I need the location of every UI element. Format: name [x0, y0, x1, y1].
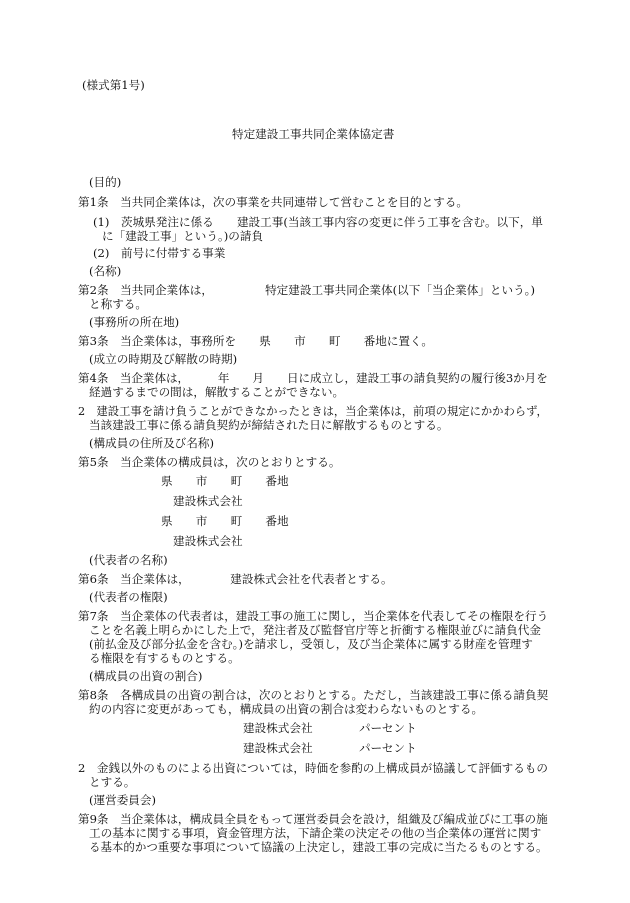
article-8-para-2-line-1: 2 金銭以外のものによる出資については，時価を参酌の上構成員が協議して評価するもの — [78, 761, 548, 775]
article-3: 第3条 当企業体は，事務所を 県 市 町 番地に置く。 — [78, 334, 433, 348]
article-8-line-2: 約の内容に変更があっても，構成員の出資の割合は変わらないものとする。 — [89, 702, 484, 716]
article-4-line-1: 第4条 当企業体は， 年 月 日に成立し，建設工事の請負契約の履行後3か月を — [78, 371, 548, 385]
article-7-line-1: 第7条 当企業体の代表者は，建設工事の施工に関し，当企業体を代表してその権限を行う — [78, 609, 549, 623]
document-title: 特定建設工事共同企業体協定書 — [232, 127, 395, 141]
heading-investment: (構成員の出資の割合) — [89, 669, 203, 683]
heading-office: (事務所の所在地) — [89, 315, 180, 329]
article-1: 第1条 当共同企業体は，次の事業を共同連帯して営むことを目的とする。 — [78, 195, 468, 209]
article-4-para-2-line-2: 当該建設工事に係る請負契約が締結された日に解散するものとする。 — [89, 418, 449, 432]
article-6: 第6条 当企業体は， 建設株式会社を代表者とする。 — [78, 572, 393, 586]
article-7-line-4: る権限を有するものとする。 — [89, 651, 240, 665]
form-number: (様式第1号) — [82, 78, 145, 92]
article-4-para-2-line-1: 2 建設工事を請け負うことができなかったときは，当企業体は，前項の規定にかかわらず， — [78, 404, 548, 418]
article-9-line-3: る基本的かつ重要な事項について協議の上決定し，建設工事の完成に当たるものとする。 — [89, 840, 548, 854]
heading-representative-name: (代表者の名称) — [89, 553, 168, 567]
article-9-line-2: 工の基本に関する事項，資金管理方法，下請企業の決定その他の当企業体の運営に関す — [89, 826, 542, 840]
article-9-line-1: 第9条 当企業体は，構成員全員をもって運営委員会を設け，組織及び編成並びに工事の施 — [78, 812, 548, 826]
heading-period: (成立の時期及び解散の時期) — [89, 352, 238, 366]
heading-name: (名称) — [89, 264, 122, 278]
article-8-para-2-line-2: とする。 — [89, 775, 136, 789]
heading-members: (構成員の住所及び名称) — [89, 436, 214, 450]
investment-ratio-2: 建設株式会社 パーセント — [243, 741, 417, 755]
article-7-line-2: ことを名義上明らかにした上で，発注者及び監督官庁等と折衝する権限並びに請負代金 — [89, 623, 541, 637]
article-1-item-2: (2) 前号に付帯する事業 — [93, 246, 226, 260]
article-4-line-2: 経過するまでの間は，解散することができない。 — [89, 385, 345, 399]
heading-purpose: (目的) — [89, 175, 122, 189]
article-2-line-1: 第2条 当共同企業体は， 特定建設工事共同企業体(以下「当企業体」という。) — [78, 283, 535, 297]
article-1-item-1-line-1: (1) 茨城県発注に係る 建設工事(当該工事内容の変更に伴う工事を含む。以下，単 — [93, 215, 543, 229]
member-2-address: 県 市 町 番地 — [161, 514, 289, 528]
article-2-line-2: と称する。 — [89, 297, 147, 311]
heading-committee: (運営委員会) — [89, 793, 157, 807]
heading-representative-authority: (代表者の権限) — [89, 590, 168, 604]
investment-ratio-1: 建設株式会社 パーセント — [243, 721, 417, 735]
article-8-line-1: 第8条 各構成員の出資の割合は，次のとおりとする。ただし，当該建設工事に係る請負契 — [78, 688, 549, 702]
member-1-address: 県 市 町 番地 — [161, 474, 289, 488]
article-1-item-1-line-2: に「建設工事」という。)の請負 — [102, 229, 264, 243]
member-2-company: 建設株式会社 — [173, 534, 243, 548]
article-5: 第5条 当企業体の構成員は，次のとおりとする。 — [78, 455, 341, 469]
member-1-company: 建設株式会社 — [173, 494, 243, 508]
article-7-line-3: (前払金及び部分払金を含む。)を請求し，受領し，及び当企業体に属する財産を管理す — [89, 637, 533, 651]
